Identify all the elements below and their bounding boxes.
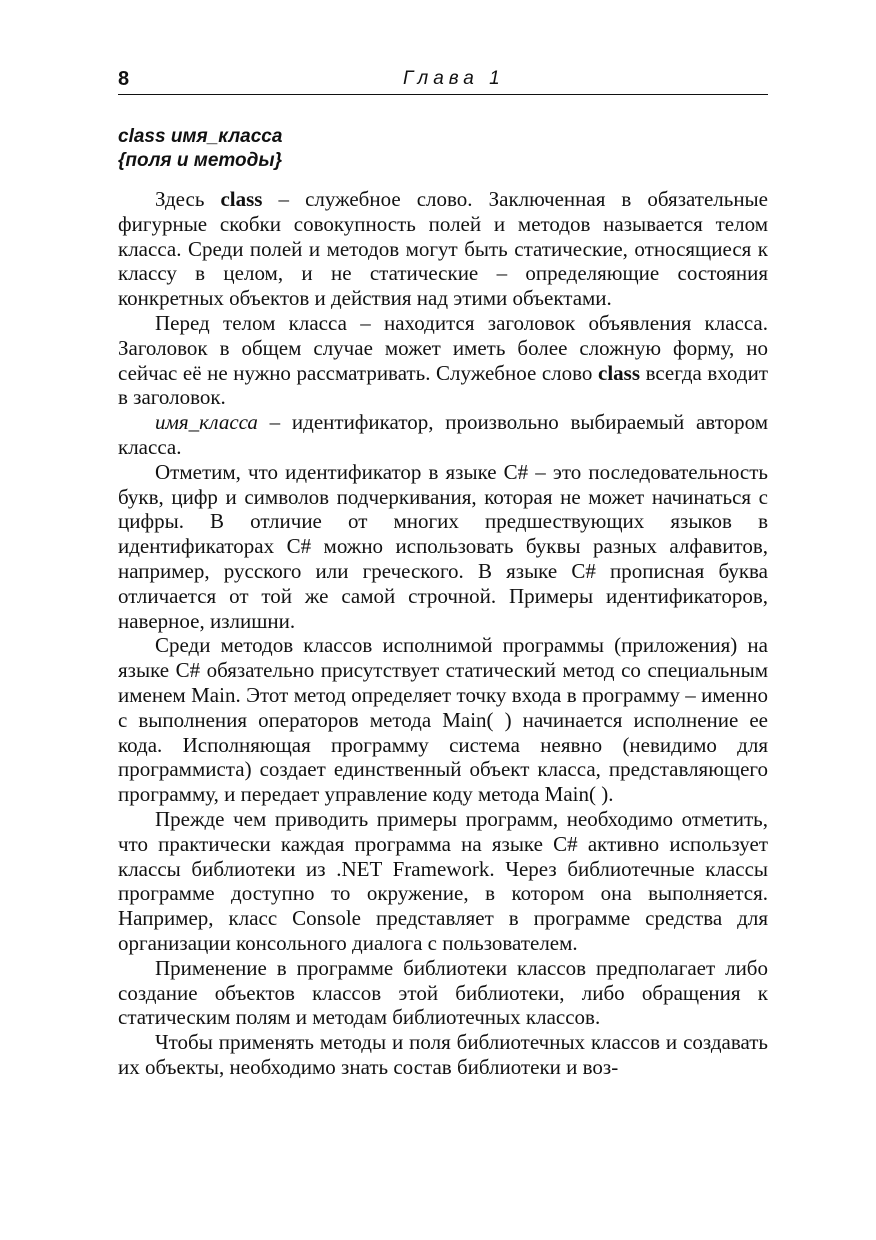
paragraph: Отметим, что идентификатор в языке C# – это последовательность букв, цифр и символов подчеркивания, которая не может начинаться с цифры. В отличие от многих предшествующих языков в идентификаторах C# можно использовать буквы разных алфавитов, например, русского или греческого. В языке C# прописная буква отличается от той же самой строчной. Примеры идентификаторов, наверное, излишни.: [118, 459, 768, 633]
running-header: [118, 66, 768, 95]
text-run: – служебное слово. Заключенная в обязательные фигурные скобки совокупность полей и методов называется телом класса. Среди полей и методов могут быть статические, относящиеся к классу в целом, и не статические – определяющие состояния конкретных объектов и действия над этими объектами.: [118, 187, 768, 311]
body-text: [118, 187, 768, 1080]
book-page: [118, 66, 768, 1080]
chapter-title: Глава 1: [403, 68, 505, 89]
paragraph: [118, 187, 768, 311]
text-run: Здесь: [155, 187, 221, 211]
keyword-class: class: [220, 187, 263, 211]
code-line: class имя_класса: [118, 126, 283, 147]
paragraph: Применение в программе библиотеки классов предполагает либо создание объектов классов этой библиотеки, либо обращения к статическим полям и методам библиотечных классов.: [118, 955, 768, 1030]
text-run: Перед телом класса – находится заголовок объявления класса. Заголовок в общем случае может иметь более сложную форму, но сейчас её не нужно рассматривать. Служебное слово: [118, 310, 768, 385]
text-run: всегда входит в заголовок.: [118, 360, 768, 410]
class-syntax-block: [118, 125, 768, 173]
paragraph: Чтобы применять методы и поля библиотечных классов и создавать их объекты, необходимо знать состав библиотеки и воз-: [118, 1030, 768, 1079]
code-line: {поля и методы}: [118, 150, 283, 171]
paragraph: [118, 410, 768, 460]
paragraph: Среди методов классов исполнимой программы (приложения) на языке C# обязательно присутствует статический метод со специальным именем Main. Этот метод определяет точку входа в программу – именно с выполнения операторов метода Main( ) начинается исполнение ее кода. Исполняющая программу система неявно (невидимо для программиста) создает единственный объект класса, представляющего программу, и передает управление коду метода Main( ).: [118, 633, 768, 807]
page-number: 8: [118, 68, 130, 90]
keyword-class: class: [598, 360, 640, 385]
paragraph: Прежде чем приводить примеры программ, необходимо отметить, что практически каждая программа на языке C# активно использует классы библиотеки из .NET Framework. Через библиотечные классы программе доступно то окружение, в котором она выполняется. Например, класс Console представляет в программе средства для организации консольного диалога с пользователем.: [118, 806, 768, 955]
paragraph: [118, 311, 768, 410]
term-class-name: имя_класса: [155, 410, 258, 435]
text-run: – идентификатор, произвольно выбираемый автором класса.: [118, 410, 768, 459]
